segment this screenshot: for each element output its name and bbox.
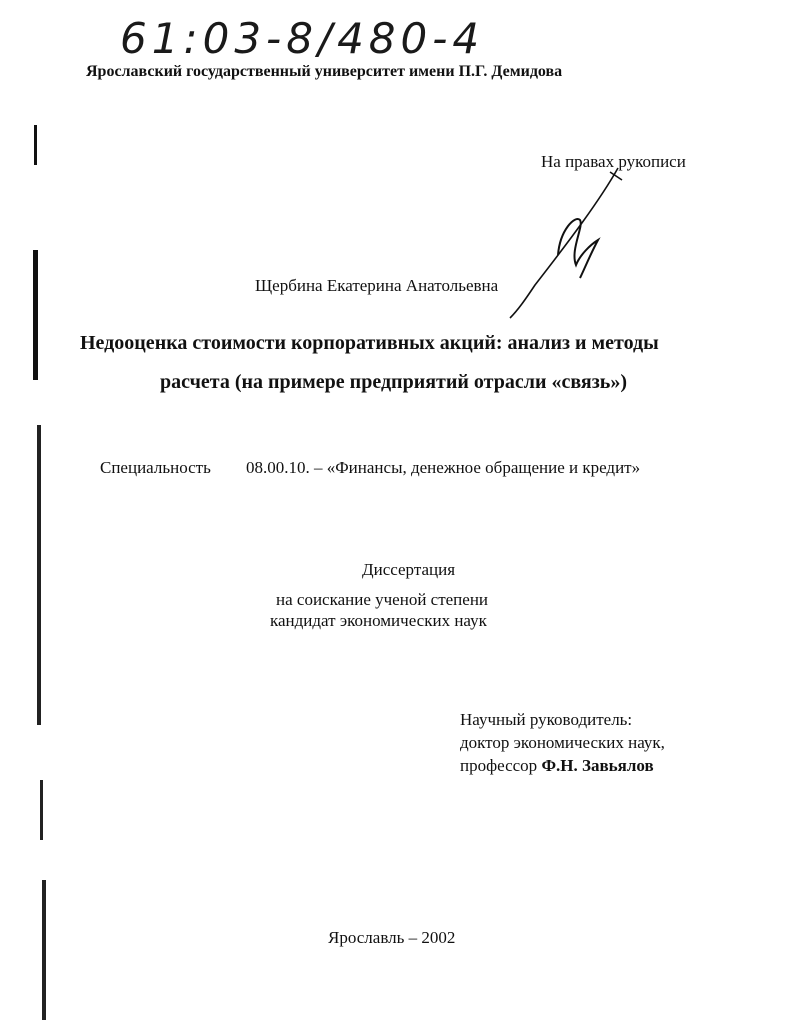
degree-line-2: кандидат экономических наук — [270, 611, 487, 630]
dissertation-title-line-1: Недооценка стоимости корпоративных акций: анализ и методы — [80, 332, 659, 354]
supervisor-degree: доктор экономических наук, — [460, 733, 665, 752]
supervisor-rank: профессор — [460, 756, 538, 775]
manuscript-rights-note: На правах рукописи — [541, 152, 686, 171]
signature-mark — [480, 160, 630, 320]
city-year: Ярославль – 2002 — [328, 928, 456, 947]
degree-line-1: на соискание ученой степени — [276, 590, 489, 609]
dissertation-type: Диссертация — [362, 560, 456, 579]
dissertation-title-line-2: расчета (на примере предприятий отрасли «связь») — [160, 371, 627, 393]
supervisor-name: Ф.Н. Завьялов — [541, 756, 654, 775]
specialty-label: Специальность — [100, 458, 211, 477]
author-name: Щербина Екатерина Анатольевна — [255, 276, 499, 295]
scan-edge-marks — [0, 0, 60, 1022]
university-name: Ярославский государственный университет имени П.Г. Демидова — [86, 63, 563, 80]
specialty-value: 08.00.10. – «Финансы, денежное обращение и кредит» — [246, 458, 641, 477]
supervisor-rank-line — [460, 756, 654, 776]
handwritten-archive-code: 61:03-8/480-4 — [120, 14, 485, 63]
supervisor-label: Научный руководитель: — [460, 710, 633, 729]
